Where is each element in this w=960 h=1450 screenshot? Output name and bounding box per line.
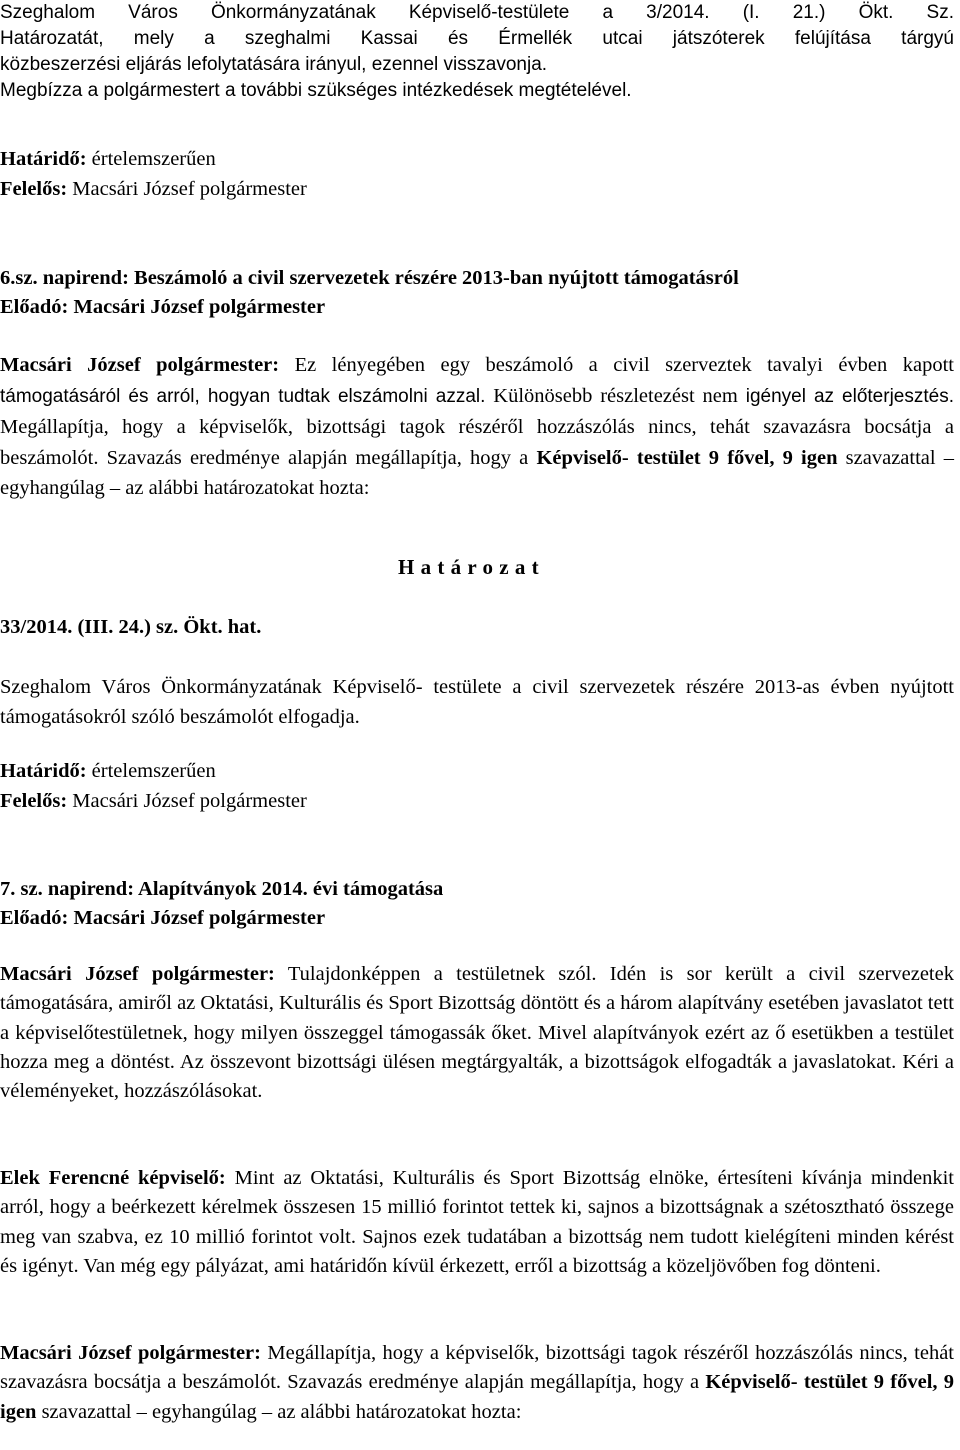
intro-line-4: Megbízza a polgármestert a további szükséges intézkedések megtételével. xyxy=(0,80,632,101)
deadline-1-label: Határidő: xyxy=(0,148,87,170)
item-7-para-3-text: Megállapítja, hogy a képviselők, bizottsági tagok részéről hozzászólás nincs, tehát szavazásra bocsátja a beszámolót. Szavazás eredménye alapján megállapítja, hogy a xyxy=(0,1342,954,1394)
item-7-vote-rest: szavazattal – egyhangúlag – az alábbi határozatokat hozta: xyxy=(36,1400,522,1423)
item-7-vote-bold: Képviselő- testület 9 fővel, 9 igen xyxy=(0,1371,954,1423)
item-6-text-4: igényel az előterjesztés. xyxy=(745,385,954,407)
item-6-presenter xyxy=(0,294,954,320)
item-7-speaker-3: Macsári József polgármester: xyxy=(0,1342,261,1364)
item-7-para-2-text: Mint az Oktatási, Kulturális és Sport Bizottság elnöke, értesíteni kívánja mindenkit arról, hogy a beérkezett kérelmek összesen 15 millió forintot tettek ki, sajnos a bizottságnak a szétosztható összege meg van szabva, ez 10 millió forintot volt. Sajnos ezek tudatában a bizottság nem tudott kielégíteni minden kérést és igényt. Van még egy pályázat, ami határidőn kívül érkezett, erről a bizottság a közeljövőben fog dönteni. xyxy=(0,1167,954,1277)
item-7-para-1 xyxy=(0,960,954,1106)
item-6-heading xyxy=(0,265,954,291)
resolution-number: 33/2014. (III. 24.) sz. Ökt. hat. xyxy=(0,616,262,638)
intro-line-1: Szeghalom Város Önkormányzatának Képviselő-testülete a 3/2014. (I. 21.) Ökt. Sz. xyxy=(0,2,954,23)
item-7-heading xyxy=(0,876,954,902)
item-6-text-3: Különösebb részletezést nem xyxy=(485,384,746,407)
responsible-1 xyxy=(0,176,954,202)
item-7-heading-2: Alapítványok 2014. xyxy=(138,878,308,900)
item-6-text-1: Ez lényegében egy beszámoló a civil szerveztek tavalyi évben kapott xyxy=(279,354,954,376)
item-6-vote-bold: Képviselő- testület 9 fővel, 9 igen xyxy=(536,446,838,469)
item-6-text-2: támogatásáról és arról, hogyan tudtak elszámolni azzal. xyxy=(0,385,486,407)
item-6-vote-rest: szavazattal – egyhangúlag – az alábbi határozatokat hozta: xyxy=(0,446,954,499)
item-7-speaker-2: Elek Ferencné képviselő: xyxy=(0,1167,226,1189)
item-6-presenter-text: Előadó: Macsári József polgármester xyxy=(0,296,326,318)
item-7-presenter-text: Előadó: Macsári József polgármester xyxy=(0,907,326,929)
item-6-heading-text: 6.sz. napirend: Beszámoló a civil szervezetek részére 2013-ban nyújtott támogatásról xyxy=(0,267,739,289)
item-6-speaker: Macsári József polgármester: xyxy=(0,354,280,376)
item-7-heading-1: 7. sz. napirend: xyxy=(0,878,139,900)
responsible-1-value: Macsári József polgármester xyxy=(67,178,307,200)
deadline-2-value: értelemszerűen xyxy=(86,760,216,782)
deadline-1-value: értelemszerűen xyxy=(86,148,216,170)
item-7-speaker-1: Macsári József polgármester: xyxy=(0,963,275,985)
deadline-2-label: Határidő: xyxy=(0,760,87,782)
intro-line-2: Határozatát, mely a szeghalmi Kassai és Érmellék utcai játszóterek felújítása tárgyú xyxy=(0,28,954,49)
deadline-2 xyxy=(0,758,954,784)
item-7-para-1-text: Tulajdonképpen a testületnek szól. Idén is sor került a civil szervezetek támogatására, amiről az Oktatási, Kulturális és Sport Bizottság döntött és a három alapítvány esetében javaslatot tett a képviselőtestületnek, hogy milyen összeggel támogassák őket. Mivel alapítványok ezért az ő esetükben a testület hozza meg a döntést. Az összevont bizottsági ülésen megtárgyalták, a bizottságok elfogadták a javaslatokat. Kéri a véleményeket, hozzászólásokat. xyxy=(0,963,954,1103)
responsible-2 xyxy=(0,788,954,814)
responsible-2-label: Felelős: xyxy=(0,790,68,812)
responsible-2-value: Macsári József polgármester xyxy=(67,790,307,812)
item-7-para-3 xyxy=(0,1339,954,1427)
intro-line-3: közbeszerzési eljárás lefolytatására irányul, ezennel visszavonja. xyxy=(0,54,548,75)
item-7-para-2 xyxy=(0,1164,954,1281)
item-6-body xyxy=(0,350,954,504)
intro-paragraph xyxy=(0,0,954,104)
item-7-presenter xyxy=(0,905,954,931)
deadline-1 xyxy=(0,146,954,172)
resolution-text: Szeghalom Város Önkormányzatának Képviselő- testülete a civil szervezetek részére 2013-as évben nyújtott támogatásokról szóló beszámolót elfogadja. xyxy=(0,676,954,728)
responsible-1-label: Felelős: xyxy=(0,178,68,200)
resolution-title: H a t á r o z a t xyxy=(398,555,540,579)
item-7-heading-3: évi támogatása xyxy=(307,878,444,900)
item-6-text-5: Megállapítja, hogy a képviselők, bizottsági tagok részéről hozzászólás nincs, tehát szavazásra bocsátja a beszámolót. Szavazás eredménye alapján megállapítja, hogy a xyxy=(0,416,954,469)
